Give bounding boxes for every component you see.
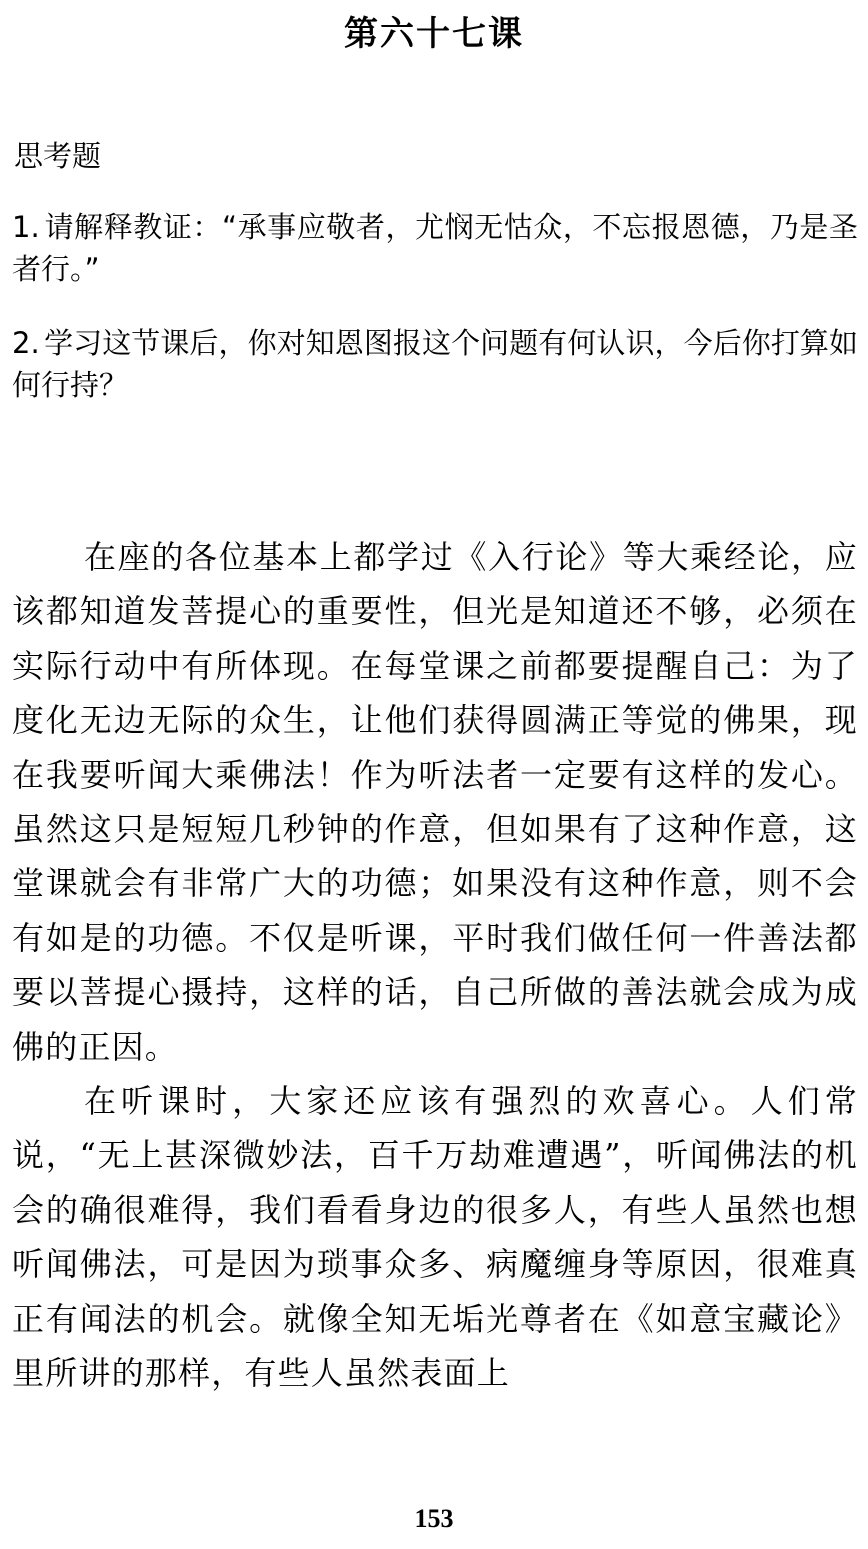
body-paragraph: 在座的各位基本上都学过《入行论》等大乘经论，应该都知道发菩提心的重要性，但光是知道还不够，必须在实际行动中有所体现。在每堂课之前都要提醒自己：为了度化无边无际的众生，让他们获得圆满正等觉的佛果，现在我要听闻大乘佛法！作为听法者一定要有这样的发心。虽然这只是短短几秒钟的作意，但如果有了这种作意，这堂课就会有非常广大的功德；如果没有这种作意，则不会有如是的功德。不仅是听课，平时我们做任何一件善法都要以菩提心摄持，这样的话，自己所做的善法就会成为成佛的正因。 <box>12 538 858 1066</box>
section-heading: 思考题 <box>14 139 102 173</box>
question-item <box>12 322 858 406</box>
question-number: 1. <box>12 210 40 244</box>
question-number: 2. <box>12 326 40 360</box>
question-item <box>12 206 858 290</box>
body-paragraph: 在听课时，大家还应该有强烈的欢喜心。人们常说，“无上甚深微妙法，百千万劫难遭遇”，听闻佛法的机会的确很难得，我们看看身边的很多人，有些人虽然也想听闻佛法，可是因为琐事众多、病魔缠身等原因，很难真正有闻法的机会。就像全知无垢光尊者在《如意宝藏论》里所讲的那样，有些人虽然表面上 <box>12 1082 858 1393</box>
lesson-title: 第六十七课 <box>344 14 524 54</box>
body-text <box>12 530 858 1401</box>
question-text: 学习这节课后，你对知恩图报这个问题有何认识，今后你打算如何行持？ <box>12 326 858 402</box>
question-text: 请解释教证：“承事应敬者，尤悯无怙众，不忘报恩德，乃是圣者行。” <box>12 210 858 286</box>
page-number: 153 <box>414 1504 454 1533</box>
